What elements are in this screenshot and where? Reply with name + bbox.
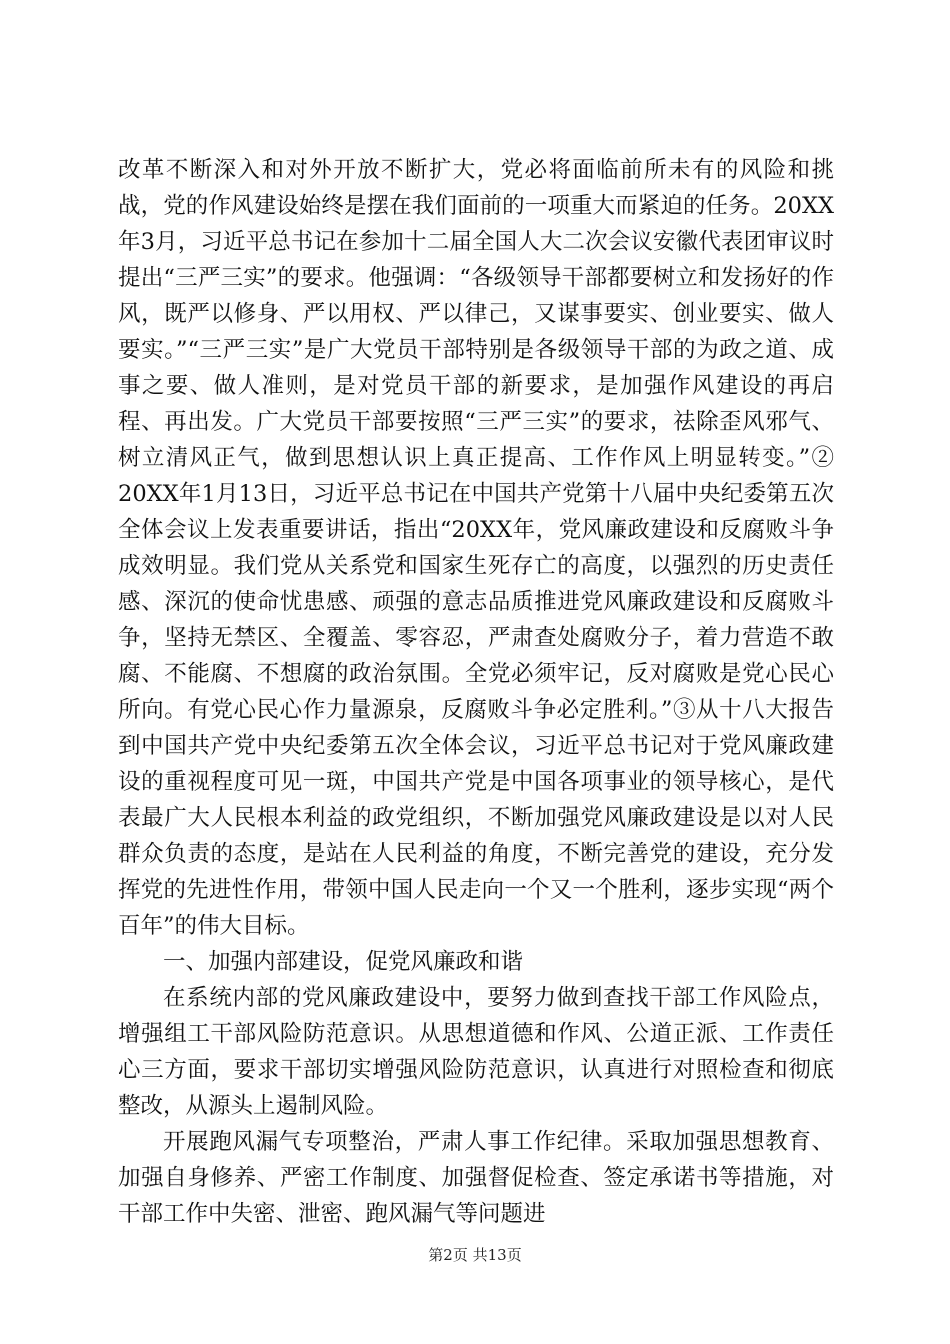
body-paragraph-3: 开展跑风漏气专项整治，严肃人事工作纪律。采取加强思想教育、加强自身修养、严密工作制度、加强督促检查、签定承诺书等措施，对干部工作中失密、泄密、跑风漏气等问题进 (118, 1129, 834, 1227)
section-heading-1: 一、加强内部建设，促党风廉政和谐 (163, 949, 524, 975)
body-paragraph-1: 改革不断深入和对外开放不断扩大，党必将面临前所未有的风险和挑战，党的作风建设始终是摆在我们面前的一项重大而紧迫的任务。20XX年3月，习近平总书记在参加十二届全国人大二次会议安徽代表团审议时提出“三严三实”的要求。他强调：“各级领导干部都要树立和发扬好的作风，既严以修身、严以用权、严以律己，又谋事要实、创业要实、做人要实。”“三严三实”是广大党员干部特别是各级领导干部的为政之道、成事之要、做人准则，是对党员干部的新要求，是加强作风建设的再启程、再出发。广大党员干部要按照“三严三实”的要求，祛除歪风邪气、树立清风正气，做到思想认识上真正提高、工作作风上明显转变。”② 20XX年1月13日，习近平总书记在中国共产党第十八届中央纪委第五次全体会议上发表重要讲话，指出“20XX年，党风廉政建设和反腐败斗争成效明显。我们党从关系党和国家生死存亡的高度，以强烈的历史责任感、深沉的使命忧患感、顽强的意志品质推进党风廉政建设和反腐败斗争，坚持无禁区、全覆盖、零容忍，严肃查处腐败分子，着力营造不敢腐、不能腐、不想腐的政治氛围。全党必须牢记，反对腐败是党心民心所向。有党心民心作力量源泉，反腐败斗争必定胜利。”③从十八大报告到中国共产党中央纪委第五次全体会议，习近平总书记对于党风廉政建设的重视程度可见一斑，中国共产党是中国各项事业的领导核心，是代表最广大人民根本利益的政党组织，不断加强党风廉政建设是以对人民群众负责的态度，是站在人民利益的角度，不断完善党的建设，充分发挥党的先进性作用，带领中国人民走向一个又一个胜利，逐步实现“两个百年”的伟大目标。 (118, 157, 834, 939)
document-body (118, 152, 834, 1232)
page-number-footer: 第2页 共13页 (428, 1246, 522, 1264)
body-paragraph-2: 在系统内部的党风廉政建设中，要努力做到查找干部工作风险点，增强组工干部风险防范意识。从思想道德和作风、公道正派、工作责任心三方面，要求干部切实增强风险防范意识，认真进行对照检查和彻底整改，从源头上遏制风险。 (118, 985, 834, 1119)
